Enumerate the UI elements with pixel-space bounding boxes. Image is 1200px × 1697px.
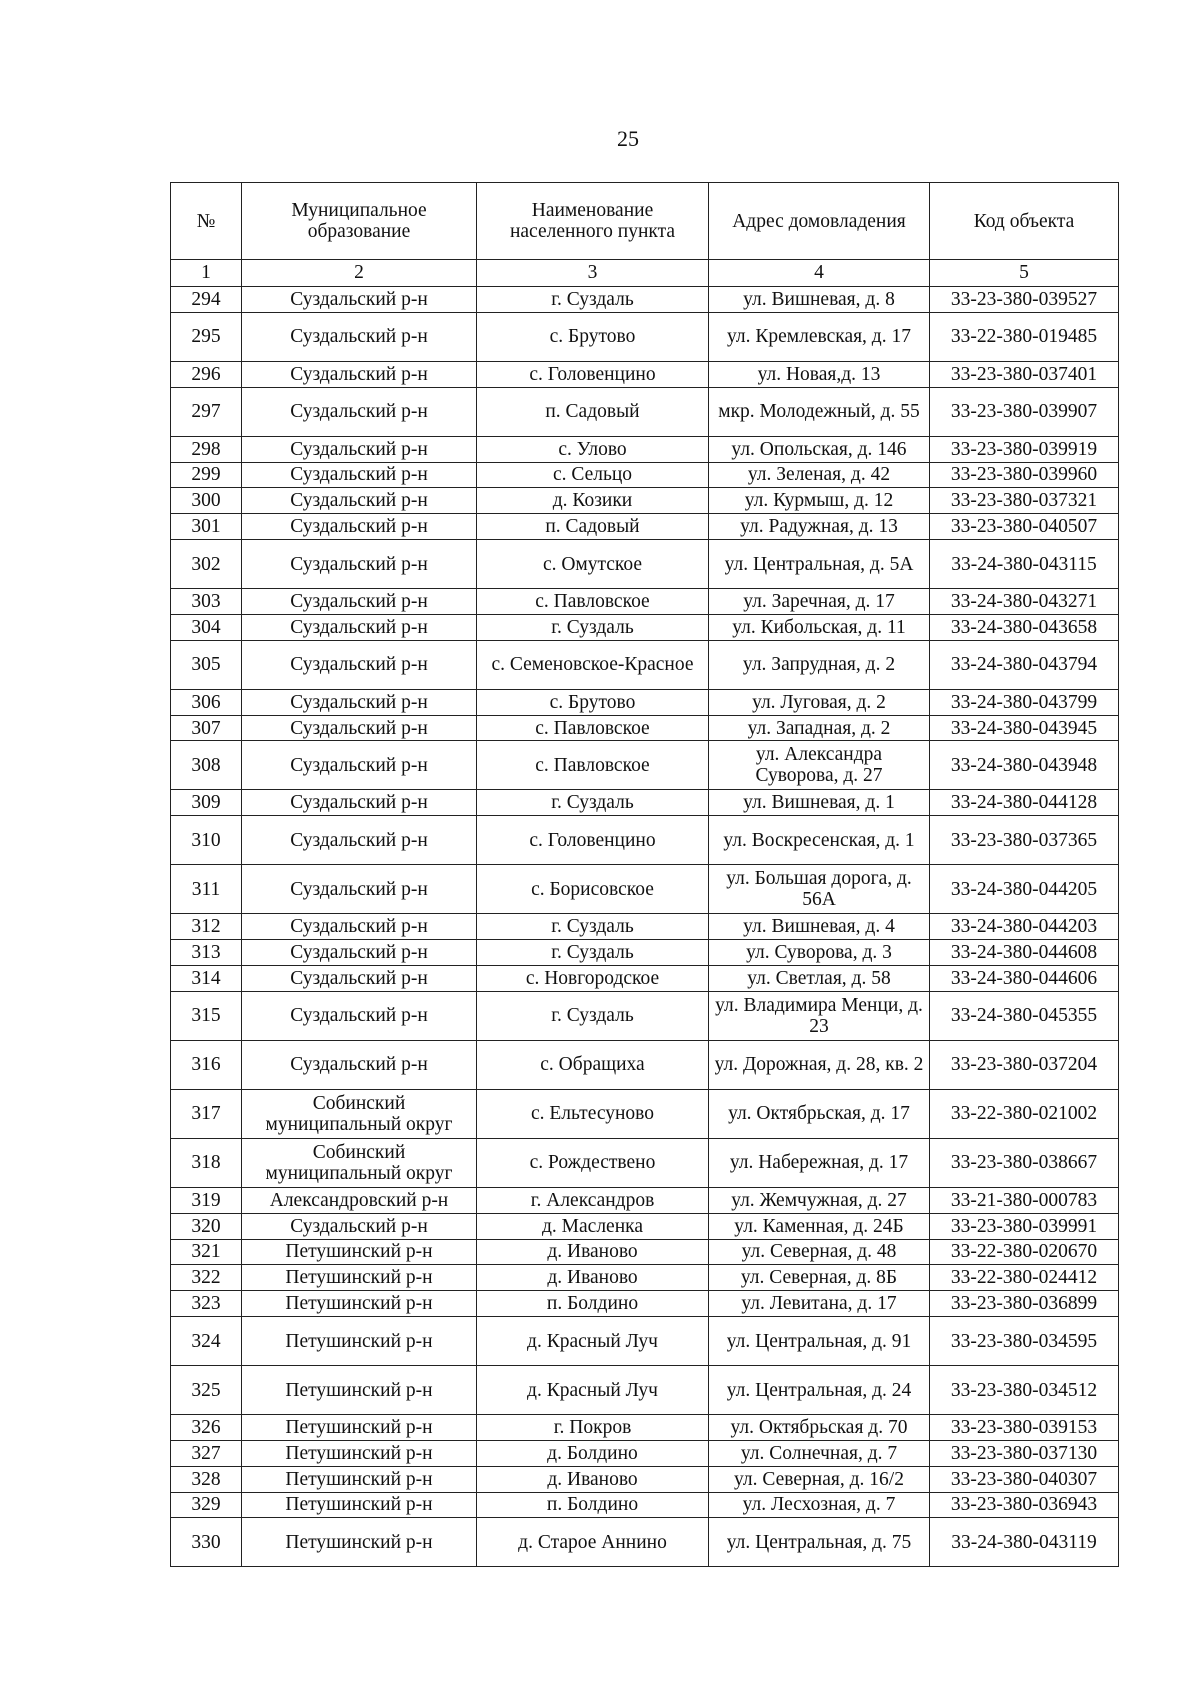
table-row [171, 940, 1119, 966]
table-row [171, 689, 1119, 715]
row-number: 319 [171, 1187, 242, 1213]
settlement-cell: г. Суздаль [477, 614, 709, 640]
table-row [171, 1492, 1119, 1518]
municipality-cell: Суздальский р-н [242, 361, 477, 387]
settlement-cell: с. Брутово [477, 312, 709, 361]
settlement-cell: д. Старое Аннино [477, 1518, 709, 1567]
table-row [171, 1265, 1119, 1291]
municipality-cell: Суздальский р-н [242, 514, 477, 540]
address-cell: ул. Лесхозная, д. 7 [709, 1492, 930, 1518]
row-number: 315 [171, 991, 242, 1040]
object-code-cell: 33-23-380-039991 [930, 1213, 1119, 1239]
table-row [171, 1366, 1119, 1415]
address-cell: ул. Октябрьская, д. 17 [709, 1089, 930, 1138]
settlement-cell: п. Садовый [477, 514, 709, 540]
object-code-cell: 33-22-380-024412 [930, 1265, 1119, 1291]
row-number: 306 [171, 689, 242, 715]
address-cell: ул. Радужная, д. 13 [709, 514, 930, 540]
table-row [171, 1089, 1119, 1138]
row-number: 314 [171, 965, 242, 991]
address-cell: ул. Центральная, д. 24 [709, 1366, 930, 1415]
object-code-cell: 33-24-380-043948 [930, 741, 1119, 790]
table-row [171, 1138, 1119, 1187]
municipality-cell: Суздальский р-н [242, 387, 477, 436]
settlement-cell: п. Болдино [477, 1291, 709, 1317]
table-header-row [171, 183, 1119, 260]
object-code-cell: 33-23-380-039960 [930, 462, 1119, 488]
object-code-cell: 33-22-380-020670 [930, 1239, 1119, 1265]
objects-table [170, 182, 1119, 1567]
row-number: 305 [171, 640, 242, 689]
row-number: 302 [171, 540, 242, 589]
address-cell: ул. Северная, д. 16/2 [709, 1466, 930, 1492]
settlement-cell: г. Суздаль [477, 991, 709, 1040]
row-number: 329 [171, 1492, 242, 1518]
table-row [171, 1187, 1119, 1213]
settlement-cell: с. Рождествено [477, 1138, 709, 1187]
settlement-cell: д. Красный Луч [477, 1366, 709, 1415]
municipality-cell: Суздальский р-н [242, 816, 477, 865]
address-cell: ул. Вишневая, д. 1 [709, 790, 930, 816]
municipality-cell: Собинский муниципальный округ [242, 1138, 477, 1187]
object-code-cell: 33-23-380-037130 [930, 1440, 1119, 1466]
object-code-cell: 33-23-380-039527 [930, 287, 1119, 313]
address-cell: ул. Новая,д. 13 [709, 361, 930, 387]
object-code-cell: 33-23-380-037401 [930, 361, 1119, 387]
table-row [171, 387, 1119, 436]
municipality-cell: Суздальский р-н [242, 640, 477, 689]
municipality-cell: Суздальский р-н [242, 614, 477, 640]
row-number: 325 [171, 1366, 242, 1415]
settlement-cell: д. Козики [477, 488, 709, 514]
object-code-cell: 33-24-380-043794 [930, 640, 1119, 689]
address-cell: ул. Заречная, д. 17 [709, 589, 930, 615]
settlement-cell: с. Омутское [477, 540, 709, 589]
settlement-cell: с. Павловское [477, 715, 709, 741]
column-number: 2 [242, 260, 477, 287]
row-number: 317 [171, 1089, 242, 1138]
municipality-cell: Петушинский р-н [242, 1440, 477, 1466]
table-row [171, 1317, 1119, 1366]
column-number: 1 [171, 260, 242, 287]
object-code-cell: 33-24-380-043658 [930, 614, 1119, 640]
row-number: 298 [171, 436, 242, 462]
object-code-cell: 33-23-380-039153 [930, 1415, 1119, 1441]
municipality-cell: Суздальский р-н [242, 462, 477, 488]
table-row [171, 741, 1119, 790]
column-number: 5 [930, 260, 1119, 287]
address-cell: ул. Кибольская, д. 11 [709, 614, 930, 640]
row-number: 327 [171, 1440, 242, 1466]
settlement-cell: д. Иваново [477, 1239, 709, 1265]
settlement-cell: п. Садовый [477, 387, 709, 436]
municipality-cell: Суздальский р-н [242, 488, 477, 514]
municipality-cell: Петушинский р-н [242, 1366, 477, 1415]
row-number: 308 [171, 741, 242, 790]
table-row [171, 1415, 1119, 1441]
row-number: 301 [171, 514, 242, 540]
table-row [171, 589, 1119, 615]
settlement-cell: г. Суздаль [477, 790, 709, 816]
object-code-cell: 33-24-380-044203 [930, 914, 1119, 940]
row-number: 304 [171, 614, 242, 640]
object-code-cell: 33-21-380-000783 [930, 1187, 1119, 1213]
address-cell: ул. Дорожная, д. 28, кв. 2 [709, 1040, 930, 1089]
address-cell: ул. Запрудная, д. 2 [709, 640, 930, 689]
row-number: 321 [171, 1239, 242, 1265]
table-row [171, 361, 1119, 387]
address-cell: ул. Западная, д. 2 [709, 715, 930, 741]
address-cell: ул. Курмыш, д. 12 [709, 488, 930, 514]
address-cell: ул. Суворова, д. 3 [709, 940, 930, 966]
row-number: 322 [171, 1265, 242, 1291]
municipality-cell: Петушинский р-н [242, 1317, 477, 1366]
settlement-cell: с. Борисовское [477, 865, 709, 914]
row-number: 316 [171, 1040, 242, 1089]
address-cell: ул. Набережная, д. 17 [709, 1138, 930, 1187]
table-row [171, 1213, 1119, 1239]
municipality-cell: Суздальский р-н [242, 790, 477, 816]
municipality-cell: Собинский муниципальный округ [242, 1089, 477, 1138]
municipality-cell: Петушинский р-н [242, 1466, 477, 1492]
object-code-cell: 33-23-380-039919 [930, 436, 1119, 462]
object-code-cell: 33-24-380-043119 [930, 1518, 1119, 1567]
object-code-cell: 33-23-380-034595 [930, 1317, 1119, 1366]
table-body [171, 287, 1119, 1567]
municipality-cell: Петушинский р-н [242, 1291, 477, 1317]
row-number: 330 [171, 1518, 242, 1567]
table-row [171, 1466, 1119, 1492]
settlement-cell: с. Головенцино [477, 361, 709, 387]
row-number: 294 [171, 287, 242, 313]
column-numbers-row [171, 260, 1119, 287]
municipality-cell: Суздальский р-н [242, 436, 477, 462]
municipality-cell: Суздальский р-н [242, 589, 477, 615]
municipality-cell: Суздальский р-н [242, 865, 477, 914]
settlement-cell: с. Обращиха [477, 1040, 709, 1089]
object-code-cell: 33-24-380-044205 [930, 865, 1119, 914]
table-row [171, 614, 1119, 640]
settlement-cell: д. Иваново [477, 1466, 709, 1492]
table-row [171, 462, 1119, 488]
settlement-cell: д. Иваново [477, 1265, 709, 1291]
page-number: 25 [617, 126, 639, 151]
header-address: Адрес домовладения [709, 183, 930, 260]
municipality-cell: Суздальский р-н [242, 940, 477, 966]
settlement-cell: г. Суздаль [477, 940, 709, 966]
address-cell: ул. Светлая, д. 58 [709, 965, 930, 991]
address-cell: ул. Вишневая, д. 8 [709, 287, 930, 313]
address-cell: ул. Вишневая, д. 4 [709, 914, 930, 940]
table-row [171, 287, 1119, 313]
settlement-cell: д. Болдино [477, 1440, 709, 1466]
header-municipality: Муниципальное образование [242, 183, 477, 260]
settlement-cell: г. Александров [477, 1187, 709, 1213]
municipality-cell: Суздальский р-н [242, 1040, 477, 1089]
table-row [171, 1291, 1119, 1317]
object-code-cell: 33-24-380-043115 [930, 540, 1119, 589]
settlement-cell: д. Красный Луч [477, 1317, 709, 1366]
municipality-cell: Суздальский р-н [242, 965, 477, 991]
table-row [171, 540, 1119, 589]
table-row [171, 965, 1119, 991]
object-code-cell: 33-23-380-036943 [930, 1492, 1119, 1518]
settlement-cell: д. Масленка [477, 1213, 709, 1239]
row-number: 296 [171, 361, 242, 387]
municipality-cell: Суздальский р-н [242, 312, 477, 361]
header-settlement: Наименование населенного пункта [477, 183, 709, 260]
municipality-cell: Петушинский р-н [242, 1415, 477, 1441]
table-row [171, 312, 1119, 361]
row-number: 310 [171, 816, 242, 865]
address-cell: ул. Опольская, д. 146 [709, 436, 930, 462]
row-number: 299 [171, 462, 242, 488]
municipality-cell: Суздальский р-н [242, 991, 477, 1040]
address-cell: ул. Левитана, д. 17 [709, 1291, 930, 1317]
row-number: 307 [171, 715, 242, 741]
municipality-cell: Петушинский р-н [242, 1518, 477, 1567]
table-row [171, 790, 1119, 816]
object-code-cell: 33-23-380-034512 [930, 1366, 1119, 1415]
object-code-cell: 33-23-380-036899 [930, 1291, 1119, 1317]
address-cell: ул. Большая дорога, д. 56А [709, 865, 930, 914]
address-cell: ул. Северная, д. 8Б [709, 1265, 930, 1291]
object-code-cell: 33-23-380-037321 [930, 488, 1119, 514]
settlement-cell: с. Улово [477, 436, 709, 462]
row-number: 326 [171, 1415, 242, 1441]
settlement-cell: п. Болдино [477, 1492, 709, 1518]
object-code-cell: 33-23-380-040507 [930, 514, 1119, 540]
object-code-cell: 33-23-380-037365 [930, 816, 1119, 865]
settlement-cell: г. Суздаль [477, 287, 709, 313]
address-cell: ул. Жемчужная, д. 27 [709, 1187, 930, 1213]
table-row [171, 914, 1119, 940]
table-row [171, 514, 1119, 540]
municipality-cell: Петушинский р-н [242, 1239, 477, 1265]
object-code-cell: 33-24-380-043271 [930, 589, 1119, 615]
settlement-cell: г. Покров [477, 1415, 709, 1441]
municipality-cell: Суздальский р-н [242, 715, 477, 741]
table-row [171, 816, 1119, 865]
settlement-cell: г. Суздаль [477, 914, 709, 940]
address-cell: ул. Кремлевская, д. 17 [709, 312, 930, 361]
municipality-cell: Петушинский р-н [242, 1492, 477, 1518]
table-row [171, 488, 1119, 514]
row-number: 313 [171, 940, 242, 966]
object-code-cell: 33-24-380-043799 [930, 689, 1119, 715]
settlement-cell: с. Павловское [477, 589, 709, 615]
address-cell: ул. Александра Суворова, д. 27 [709, 741, 930, 790]
table-row [171, 1440, 1119, 1466]
column-number: 3 [477, 260, 709, 287]
table-row [171, 1040, 1119, 1089]
settlement-cell: с. Новгородское [477, 965, 709, 991]
municipality-cell: Суздальский р-н [242, 1213, 477, 1239]
row-number: 312 [171, 914, 242, 940]
object-code-cell: 33-24-380-044128 [930, 790, 1119, 816]
address-cell: ул. Воскресенская, д. 1 [709, 816, 930, 865]
municipality-cell: Суздальский р-н [242, 741, 477, 790]
address-cell: ул. Октябрьская д. 70 [709, 1415, 930, 1441]
row-number: 303 [171, 589, 242, 615]
object-code-cell: 33-22-380-019485 [930, 312, 1119, 361]
row-number: 318 [171, 1138, 242, 1187]
row-number: 320 [171, 1213, 242, 1239]
address-cell: ул. Центральная, д. 5А [709, 540, 930, 589]
address-cell: ул. Центральная, д. 91 [709, 1317, 930, 1366]
object-code-cell: 33-23-380-038667 [930, 1138, 1119, 1187]
settlement-cell: с. Павловское [477, 741, 709, 790]
settlement-cell: с. Брутово [477, 689, 709, 715]
municipality-cell: Петушинский р-н [242, 1265, 477, 1291]
header-object-code: Код объекта [930, 183, 1119, 260]
address-cell: ул. Каменная, д. 24Б [709, 1213, 930, 1239]
settlement-cell: с. Головенцино [477, 816, 709, 865]
object-code-cell: 33-23-380-039907 [930, 387, 1119, 436]
municipality-cell: Суздальский р-н [242, 540, 477, 589]
settlement-cell: с. Ельтесуново [477, 1089, 709, 1138]
object-code-cell: 33-23-380-037204 [930, 1040, 1119, 1089]
settlement-cell: с. Сельцо [477, 462, 709, 488]
table-row [171, 1239, 1119, 1265]
table-row [171, 1518, 1119, 1567]
header-number: № [171, 183, 242, 260]
object-code-cell: 33-24-380-045355 [930, 991, 1119, 1040]
address-cell: мкр. Молодежный, д. 55 [709, 387, 930, 436]
object-code-cell: 33-24-380-044606 [930, 965, 1119, 991]
settlement-cell: с. Семеновское-Красное [477, 640, 709, 689]
row-number: 328 [171, 1466, 242, 1492]
address-cell: ул. Солнечная, д. 7 [709, 1440, 930, 1466]
object-code-cell: 33-24-380-044608 [930, 940, 1119, 966]
municipality-cell: Суздальский р-н [242, 287, 477, 313]
address-cell: ул. Зеленая, д. 42 [709, 462, 930, 488]
municipality-cell: Александровский р-н [242, 1187, 477, 1213]
row-number: 324 [171, 1317, 242, 1366]
address-cell: ул. Центральная, д. 75 [709, 1518, 930, 1567]
table-row [171, 640, 1119, 689]
address-cell: ул. Владимира Менци, д. 23 [709, 991, 930, 1040]
object-code-cell: 33-23-380-040307 [930, 1466, 1119, 1492]
row-number: 323 [171, 1291, 242, 1317]
address-cell: ул. Луговая, д. 2 [709, 689, 930, 715]
row-number: 309 [171, 790, 242, 816]
municipality-cell: Суздальский р-н [242, 689, 477, 715]
address-cell: ул. Северная, д. 48 [709, 1239, 930, 1265]
table-row [171, 715, 1119, 741]
row-number: 311 [171, 865, 242, 914]
column-number: 4 [709, 260, 930, 287]
table-row [171, 865, 1119, 914]
object-code-cell: 33-24-380-043945 [930, 715, 1119, 741]
row-number: 297 [171, 387, 242, 436]
row-number: 295 [171, 312, 242, 361]
table-row [171, 991, 1119, 1040]
object-code-cell: 33-22-380-021002 [930, 1089, 1119, 1138]
table-row [171, 436, 1119, 462]
municipality-cell: Суздальский р-н [242, 914, 477, 940]
row-number: 300 [171, 488, 242, 514]
